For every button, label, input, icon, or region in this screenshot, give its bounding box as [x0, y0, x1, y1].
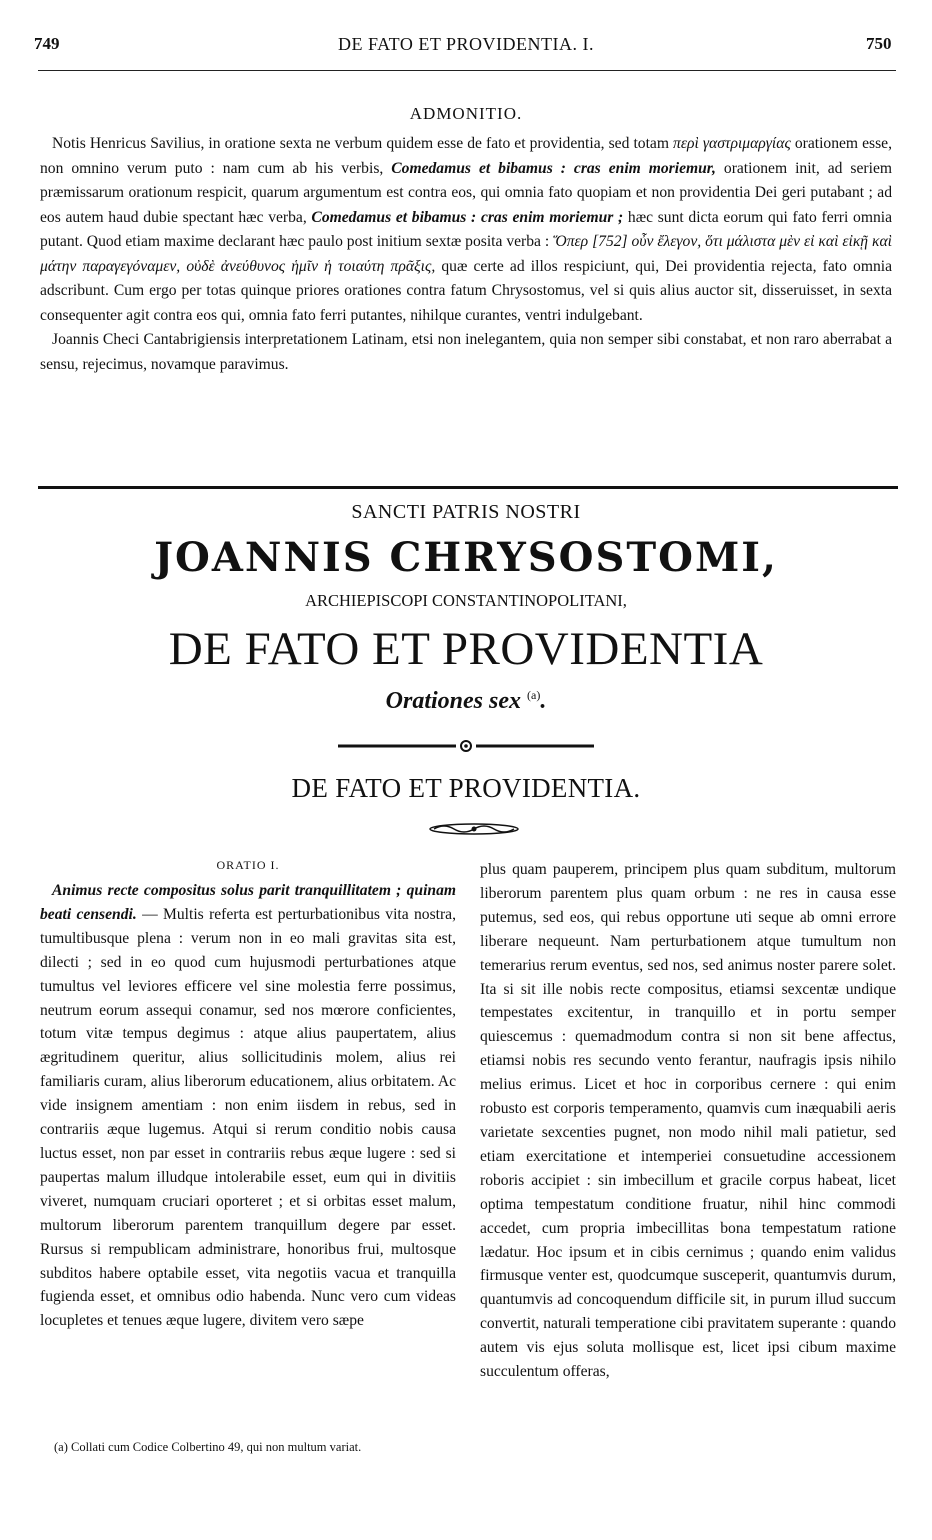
title-subtitle: Orationes sex $^{(a)}$.	[385, 688, 547, 714]
admonitio-paragraph-1: Notis Henricus Savilius, in oratione sexta ne verbum quidem esse de fato et providentia, sed totam περὶ γαστριμαργίας orationem esse, non omnino verum puto : nam cum ab his verbis, Comedamus et bibamus : cras enim moriemur, orationem init, ad seriem præmissarum orationum respicit, quarum argumentum est contra eos, qui omnia fato quopiam et non providentia Dei geri putabant ; ad eos autem haud dubie spectant hæc verba, Comedamus et bibamus : cras enim moriemur ; hæc sunt dicta eorum qui fato ferri omnia putant. Quod etiam maxime declarant hæc paulo post initium sextæ posita verba : Ὅπερ [752] οὖν ἔλεγον, ὅτι μάλιστα μὲν εἰ καὶ εἰκῇ καὶ μάτην παραγεγόναμεν, οὐδὲ ἀνεύθυνος ἡμῖν ἡ τοιαύτη πρᾶξις, quæ certe ad illos respiciunt, qui, Dei providentia rejecta, fato omnia adscribunt. Cum ergo per totas quinque priores orationes contra fatum Chrysostomus, vel si quis alius auctor sit, disseruisset, in sexta consequenter agit contra eos qui, omnia fato ferri putantes, nihilque curantes, ventri indulgebant.	[40, 135, 893, 324]
section-separator	[38, 486, 898, 489]
page-number-right: 750	[866, 34, 892, 53]
section-title: DE FATO ET PROVIDENTIA.	[291, 773, 641, 803]
oratio-text-left: Animus recte compositus solus parit tranquillitatem ; quinam beati censendi. — Multis referta est perturbationibus vita nostra, tumultibusque plena : verum non in eo mali gravitas sita est, dilecti ; sed in eo quod cum hujusmodi perturbationes atque tumultus vel leviores efficere vel sine molestia ferre possimus, neutrum eorum assequi conamur, sed nos mœrore conficientes, totum vitæ tempus degimus : atque alius paupertatem, alius ægritudinem queritur, alius sollicitudinis molem, alius rei familiaris curam, alius liberorum educationem, alius orbitatem. Ac vide insignem amentiam : non enim iisdem in rebus, sed in contrariis æque lugemus. Atqui si rerum conditio nobis causa luctus esset, non par esset in contrariis rebus æque lugere : sed si paupertas malum illudque intolerabile esset, eum qui in divitiis viveret, numquam cruciari oporteret ; et si orbitas esset malum, multorum liberorum parentem tranquillum degere par esset. Rursus si rempublicam administrare, honoribus frui, multosque subditos habere optabile esset, vita negotiis vacua et tranquilla fugienda esset, et omnibus odio habenda. Nunc vero cum videas locupletes et tenues æque lugere, divitem vero sæpe	[40, 882, 456, 1330]
header-rule	[38, 70, 896, 71]
running-title: DE FATO ET PROVIDENTIA. I.	[338, 34, 594, 54]
column-left	[40, 858, 456, 1333]
ornament-rule	[338, 738, 594, 754]
title-line-1: SANCTI PATRIS NOSTRI	[351, 501, 581, 523]
footnote-marker: (a)	[527, 688, 541, 702]
footnote: (a) Collati cum Codice Colbertino 49, qui non multum variat.	[54, 1440, 362, 1454]
small-ornament	[428, 822, 520, 836]
oratio-text-right: plus quam pauperem, principem plus quam subditum, multorum liberorum parentem plus quam orbum : ne res in causa esse putemus, sed eos, qui rebus opportune uti seque ab omni errore liberare nequeunt. Nam perturbationem atque tumultum non temerarius rerum eventus, sed nos, sed animus noster parere solet. Ita si sit ille nobis recte compositus, etiamsi sexcentæ undique tempestates excitentur, in tranquillo et in portu semper quiescemus : quemadmodum contra si non sit bene affectus, etiamsi nobis res secundo vento ferantur, naufragis ipsis nihilo melius erimus. Licet et hoc in corporibus cernere : qui enim robusto est corporis temperamento, quamvis cum inæquabili aeris varietate sexcenties pugnet, non modo nihil mali patietur, sed etiam exercitatione et intemperiei consuetudine accessionem roboris accipiet : sin imbecillum et gracile corpus habeat, licet optima tempestatum conditione fruatur, nihil hinc commodi accedet, cum propria imbecillitas bona tempestatum ratione lædatur. Hoc ipsum et in cibis cernimus ; quando enim validus firmusque venter est, quodcumque susceperit, quantumvis durum, quantumvis ad concoquendum difficile sit, in purum illud succum convertit, naturali temperatione cibi pravitatem superante : quando autem vis ejus soluta mollisque est, licet ipsi cibum maxime succulentum offeras,	[480, 861, 896, 1381]
oratio-summary: Animus recte compositus solus parit tranquillitatem ; quinam beati censendi.	[40, 882, 456, 923]
page-number-left: 749	[34, 34, 60, 53]
admonitio-paragraph-2: Joannis Checi Cantabrigiensis interpretationem Latinam, etsi non inelegantem, quia non semper sibi constabat, et non raro aberrabat a sensu, rejecimus, novamque paravimus.	[40, 331, 892, 373]
admonitio-title: ADMONITIO.	[409, 104, 523, 123]
title-author: JOANNIS CHRYSOSTOMI,	[154, 534, 778, 581]
admonitio-body	[40, 132, 892, 377]
title-office: ARCHIEPISCOPI CONSTANTINOPOLITANI,	[305, 591, 627, 610]
oratio-label: ORATIO I.	[216, 858, 280, 872]
title-work: DE FATO ET PROVIDENTIA	[168, 623, 764, 675]
